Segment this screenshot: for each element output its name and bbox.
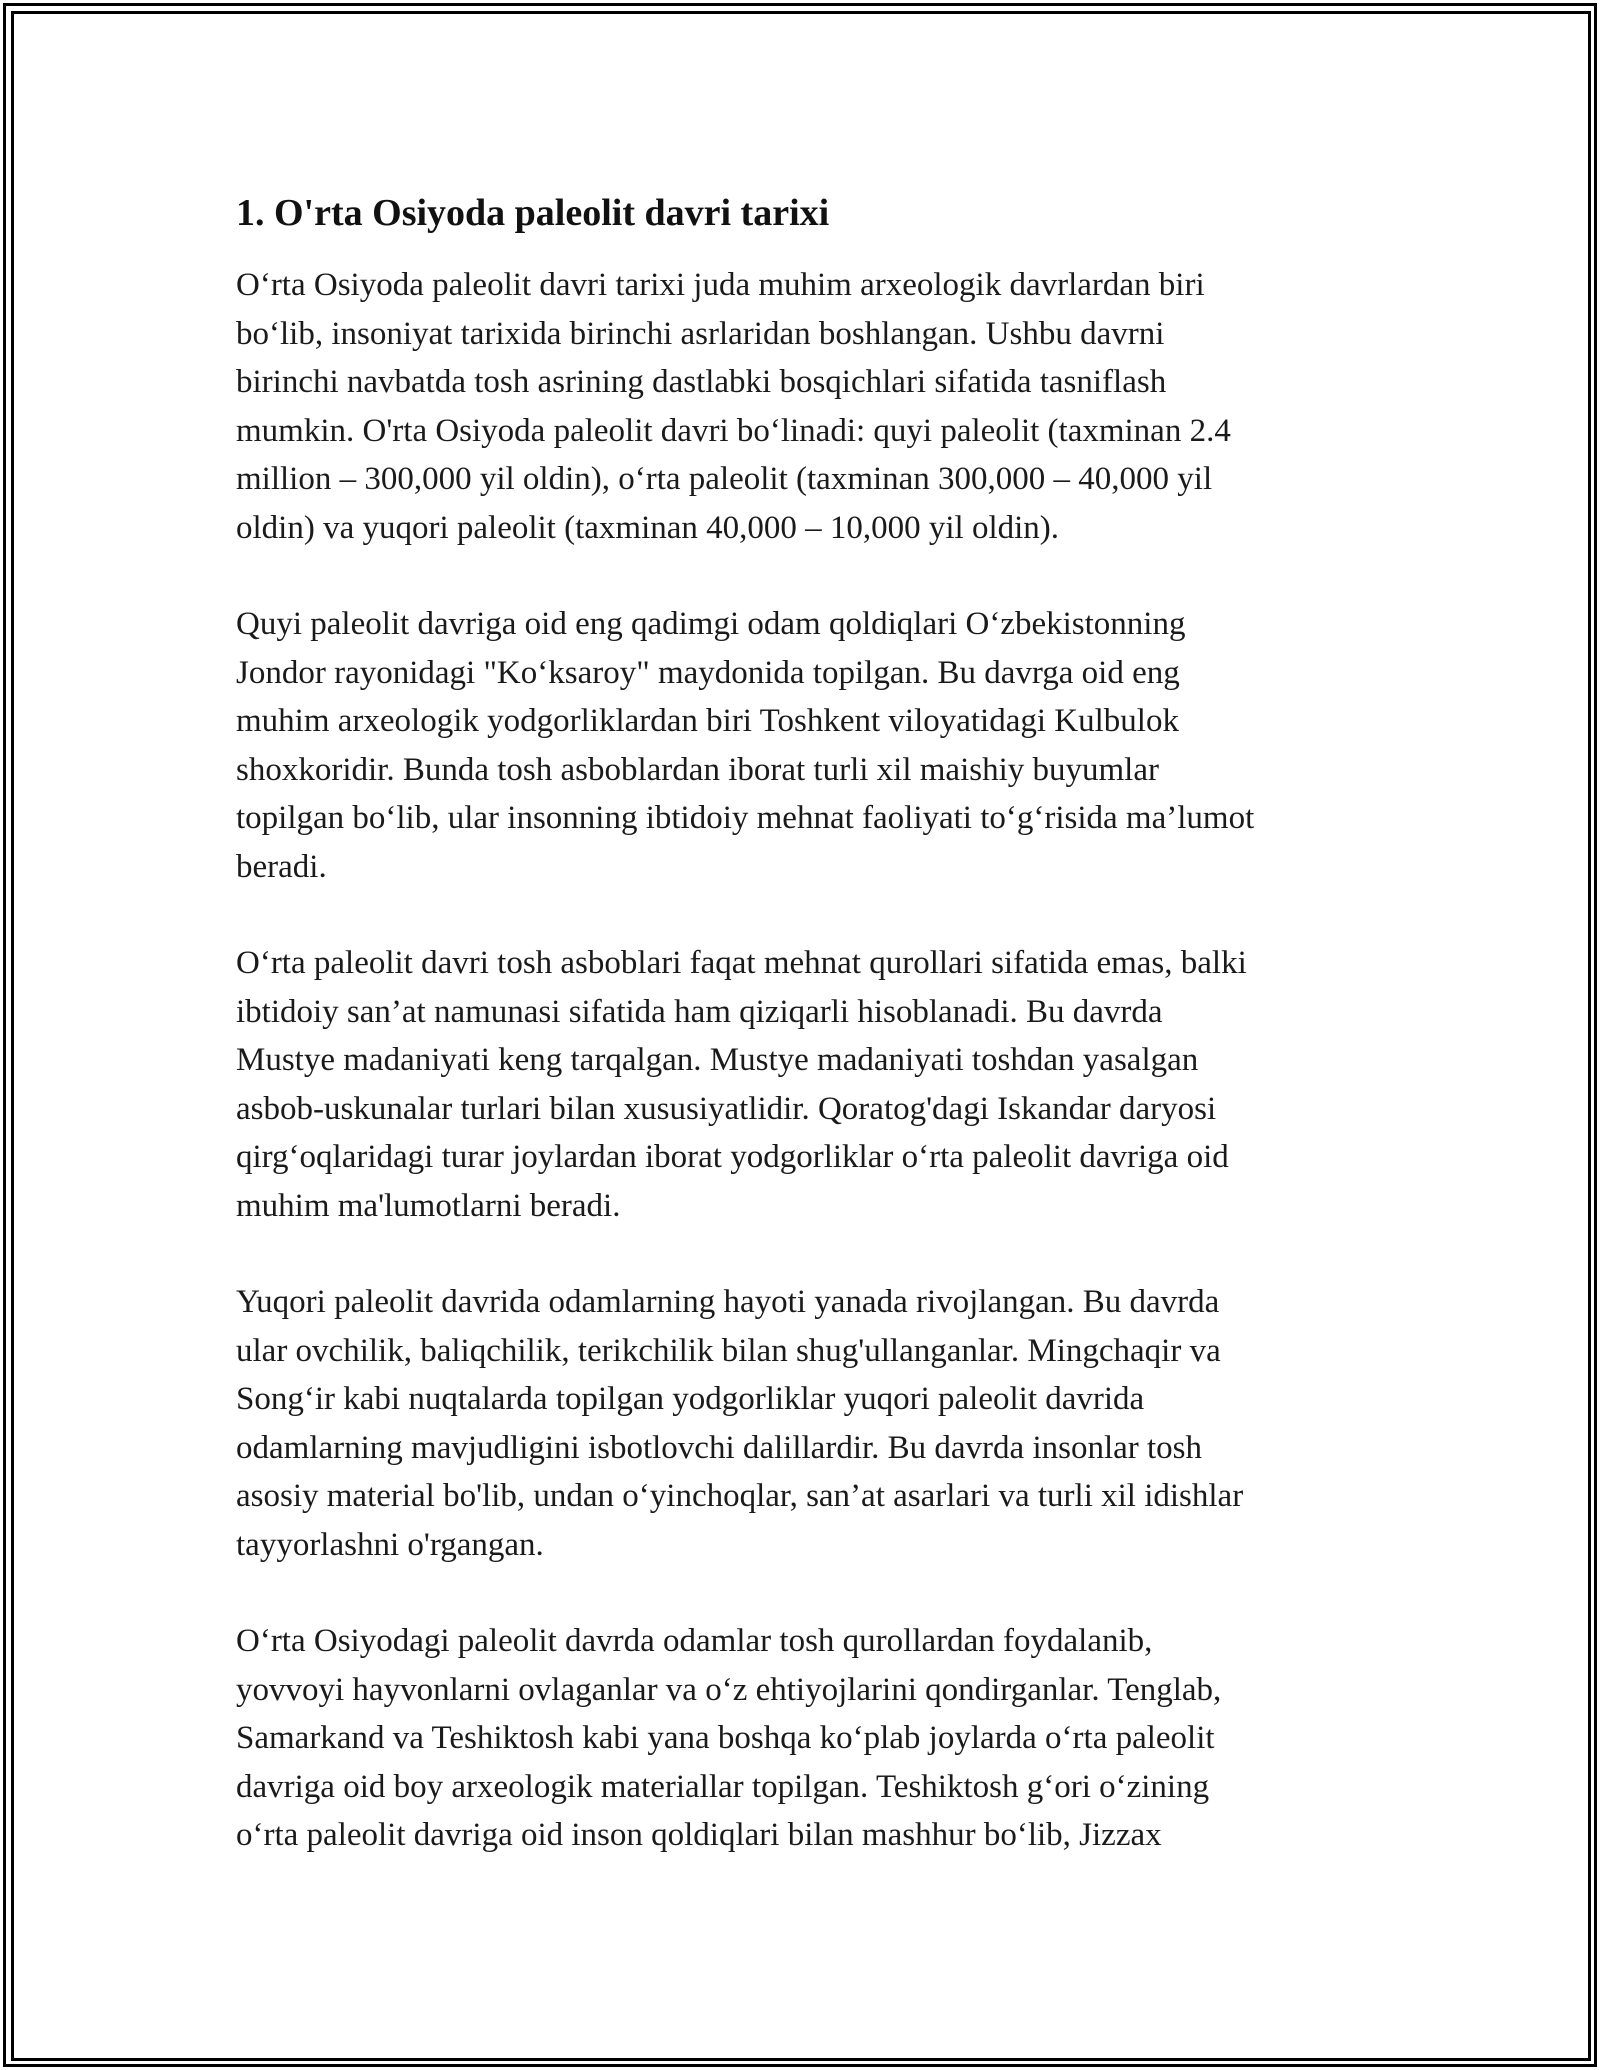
paragraph-line: yovvoyi hayvonlarni ovlaganlar va o‘z ehtiyojlarini qondirganlar. Tenglab, bbox=[236, 1671, 1222, 1708]
paragraph-line: million – 300,000 yil oldin), o‘rta paleolit (taxminan 300,000 – 40,000 yil bbox=[236, 461, 1213, 497]
paragraph-line: muhim arxeologik yodgorliklardan biri Toshkent viloyatidagi Kulbulok bbox=[236, 703, 1179, 739]
paragraph-line: O‘rta Osiyodagi paleolit davrda odamlar tosh qurollardan foydalanib, bbox=[236, 1623, 1153, 1659]
paragraph-line: O‘rta paleolit davri tosh asboblari faqat mehnat qurollari sifatida emas, balki bbox=[236, 945, 1247, 981]
paragraph-line: birinchi navbatda tosh asrining dastlabki bosqichlari sifatida tasniflash bbox=[236, 364, 1167, 400]
paragraph-line: ibtidoiy san’at namunasi sifatida ham qiziqarli hisoblanadi. Bu davrda bbox=[236, 993, 1163, 1030]
paragraph-line: Jondor rayonidagi "Ko‘ksaroy" maydonida topilgan. Bu davrga oid eng bbox=[236, 654, 1180, 691]
paragraph-line: odamlarning mavjudligini isbotlovchi dalillardir. Bu davrda insonlar tosh bbox=[236, 1429, 1203, 1466]
paragraph bbox=[236, 1278, 1386, 1569]
section-heading: 1. O'rta Osiyoda paleolit davri tarixi bbox=[236, 192, 830, 234]
paragraph-line: tayyorlashni o'rgangan. bbox=[236, 1526, 544, 1563]
paragraph-line: oldin) va yuqori paleolit (taxminan 40,000 – 10,000 yil oldin). bbox=[236, 509, 1060, 546]
paragraph-container bbox=[236, 261, 1386, 1860]
document-body bbox=[236, 185, 1386, 1908]
paragraph-line: Song‘ir kabi nuqtalarda topilgan yodgorliklar yuqori paleolit davrida bbox=[236, 1381, 1145, 1417]
paragraph-line: ular ovchilik, baliqchilik, terikchilik bilan shug'ullanganlar. Mingchaqir va bbox=[236, 1332, 1221, 1369]
paragraph-line: davriga oid boy arxeologik materiallar topilgan. Teshiktosh g‘ori o‘zining bbox=[236, 1768, 1210, 1805]
paragraph-line: qirg‘oqlaridagi turar joylardan iborat yodgorliklar o‘rta paleolit davriga oid bbox=[236, 1139, 1229, 1175]
paragraph-line: asbob-uskunalar turlari bilan xususiyatlidir. Qoratog'dagi Iskandar daryosi bbox=[236, 1090, 1217, 1127]
paragraph bbox=[236, 939, 1386, 1230]
paragraph-line: bo‘lib, insoniyat tarixida birinchi asrlaridan boshlangan. Ushbu davrni bbox=[236, 315, 1165, 352]
paragraph-line: asosiy material bo'lib, undan o‘yinchoqlar, san’at asarlari va turli xil idishlar bbox=[236, 1478, 1244, 1514]
paragraph bbox=[236, 600, 1386, 891]
paragraph-line: Mustye madaniyati keng tarqalgan. Mustye madaniyati toshdan yasalgan bbox=[236, 1042, 1199, 1078]
paragraph-line: Samarkand va Teshiktosh kabi yana boshqa ko‘plab joylarda o‘rta paleolit bbox=[236, 1720, 1215, 1756]
paragraph-line: muhim ma'lumotlarni beradi. bbox=[236, 1187, 621, 1224]
paragraph-line: topilgan bo‘lib, ular insonning ibtidoiy mehnat faoliyati to‘g‘risida ma’lumot bbox=[236, 800, 1255, 836]
paragraph-line: beradi. bbox=[236, 848, 327, 885]
paragraph-line: Yuqori paleolit davrida odamlarning hayoti yanada rivojlangan. Bu davrda bbox=[236, 1284, 1220, 1320]
paragraph bbox=[236, 1617, 1386, 1860]
paragraph bbox=[236, 261, 1386, 552]
paragraph-line: o‘rta paleolit davriga oid inson qoldiqlari bilan mashhur bo‘lib, Jizzax bbox=[236, 1817, 1162, 1853]
paragraph-line: shoxkoridir. Bunda tosh asboblardan iborat turli xil maishiy buyumlar bbox=[236, 751, 1159, 788]
paragraph-line: mumkin. O'rta Osiyoda paleolit davri bo‘linadi: quyi paleolit (taxminan 2.4 bbox=[236, 412, 1231, 449]
paragraph-line: O‘rta Osiyoda paleolit davri tarixi juda muhim arxeologik davrlardan biri bbox=[236, 267, 1205, 303]
paragraph-line: Quyi paleolit davriga oid eng qadimgi odam qoldiqlari O‘zbekistonning bbox=[236, 606, 1186, 642]
